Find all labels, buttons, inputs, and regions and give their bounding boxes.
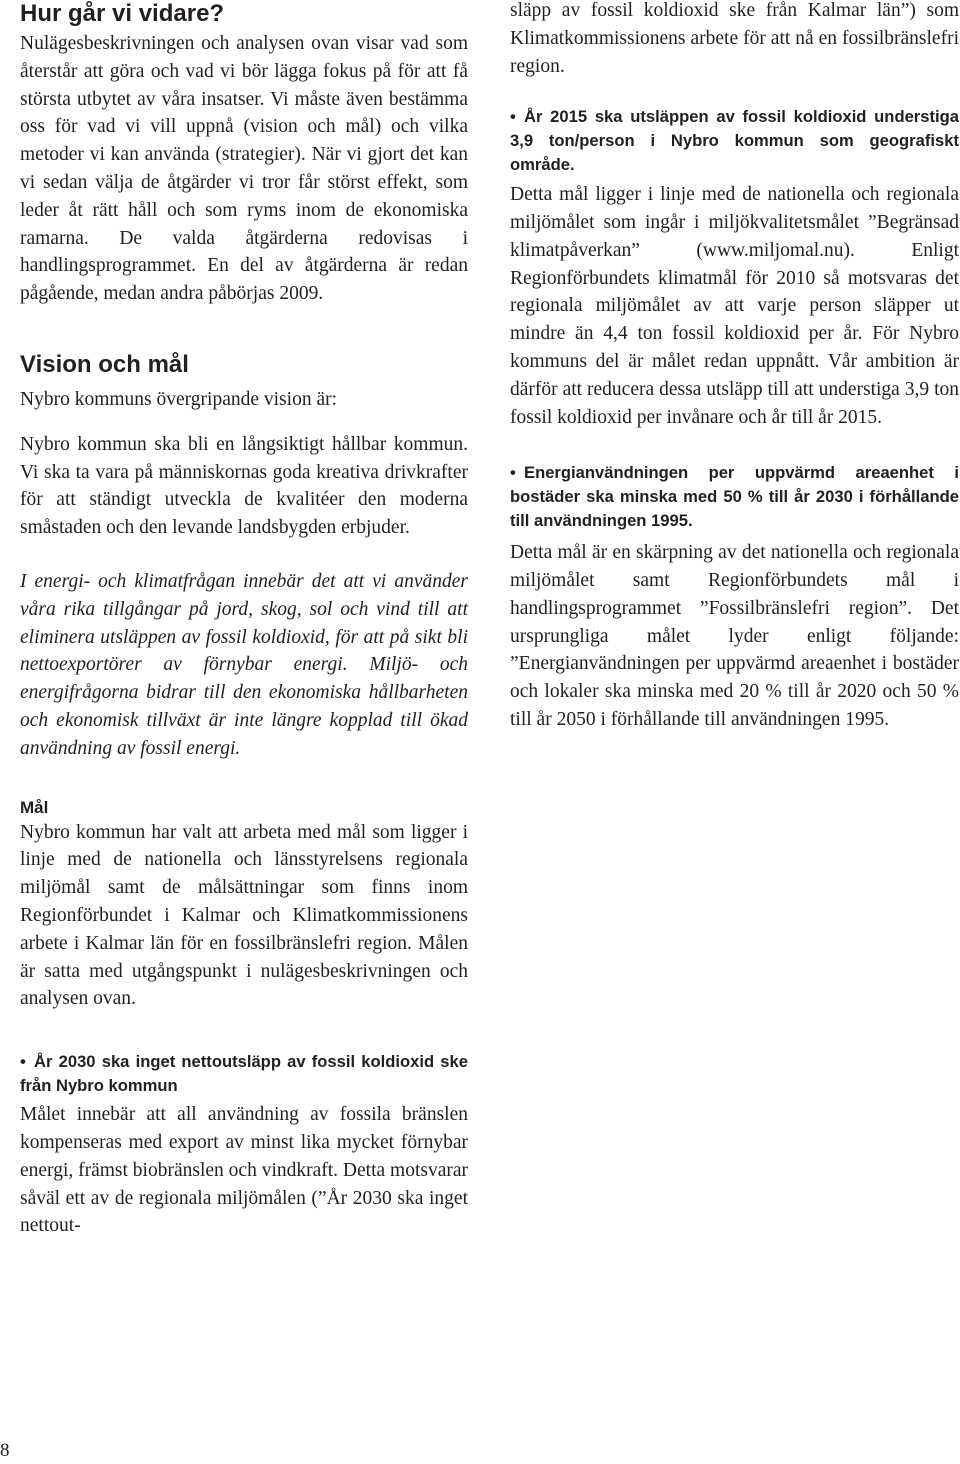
paragraph-mal: Nybro kommun har valt att arbeta med mål som ligger i linje med de nationella och länsstyrelsens regionala miljömål samt de målsättningar som finns inom Regionförbundet i Kalmar och Klimatkommissionens arbete i Kalmar län för en fossilbränslefri region. Målen är satta med utgångspunkt i nulägesbeskrivningen och analysen ovan. <box>20 821 468 1010</box>
goal-2015-text: År 2015 ska utsläppen av fossil koldioxid understiga 3,9 ton/person i Nybro kommun som geografiskt område. <box>510 107 959 174</box>
paragraph-intro: Nulägesbeskrivningen och analysen ovan visar vad som återstår att göra och vad vi bör lägga fokus på för att få största utbytet av våra insatser. Vi måste även bestämma oss för vad vi vill uppnå (vision och mål) och vilka metoder vi kan använda (strategier). När vi gjort det kan vi sedan välja de åtgärder vi tror får störst effekt, som leder åt rätt håll och som ryms inom de ekonomiska ramarna. De valda åtgärderna redovisas i handlingsprogrammet. En del av åtgärderna är redan pågående, medan andra påbörjas 2009. <box>20 33 468 305</box>
right-column <box>510 0 959 734</box>
paragraph-continued: släpp av fossil koldioxid ske från Kalmar län”) som Klimatkommissionens arbete för att nå en fossilbränslefri region. <box>510 0 959 77</box>
heading-mal: Mål <box>20 797 49 817</box>
bullet-icon: • <box>510 463 516 483</box>
heading-hur-gar-vi-vidare: Hur går vi vidare? <box>20 0 225 27</box>
paragraph-2030: Målet innebär att all användning av fossila bränslen kompenseras med export av minst lika mycket förnybar energi, främst biobränslen och vindkraft. Detta motsvarar såväl ett av de regionala miljömålen (”År 2030 ska inget nettout- <box>20 1104 468 1237</box>
paragraph-energi: Detta mål är en skärpning av det nationella och regionala miljömålet samt Regionförbundets mål i handlingsprogrammet ”Fossilbränslefri region”. Det ursprungliga målet lyder enligt följande: ”Energianvändningen per uppvärmd areaenhet i bostäder och lokaler ska minska med 20 % till år 2020 och 50 % till år 2050 i förhållande till användningen 1995. <box>510 542 959 730</box>
bullet-icon: • <box>510 107 516 127</box>
heading-vision-och-mal: Vision och mål <box>20 350 189 378</box>
paragraph-vision-intro: Nybro kommuns övergripande vision är: <box>20 388 338 410</box>
paragraph-2015: Detta mål ligger i linje med de nationella och regionala miljömålet som ingår i miljökvalitetsmålet ”Begränsad klimatpåverkan” (www.miljomal.nu). Enligt Regionförbundets klimatmål för 2010 så motsvaras det regionala miljömålet av att varje person släpper ut mindre än 4,4 ton fossil koldioxid per år. För Nybro kommuns del är målet redan uppnått. Vår ambition är därför att reducera dessa utsläpp till att understiga 3,9 ton fossil koldioxid per invånare och år till år 2015. <box>510 184 959 428</box>
paragraph-vision-italic: I energi- och klimatfrågan innebär det att vi använder våra rika tillgångar på jord, skog, sol och vind till att eliminera utsläppen av fossil koldioxid, för att på sikt bli nettoexportörer av förnybar energi. Miljö- och energifrågorna bidrar till den ekonomiska hållbarheten och ekonomisk tillväxt är inte längre kopplad till ökad användning av fossil energi. <box>20 570 468 759</box>
page-number: 8 <box>0 1440 10 1461</box>
goal-energi-bullet <box>510 461 959 532</box>
goal-2030-text: År 2030 ska inget nettoutsläpp av fossil koldioxid ske från Nybro kommun <box>20 1052 468 1095</box>
goal-2030-bullet <box>20 1050 468 1097</box>
goal-2015-bullet <box>510 105 959 176</box>
bullet-icon: • <box>20 1052 26 1072</box>
paragraph-vision: Nybro kommun ska bli en långsiktigt hållbar kommun. Vi ska ta vara på människornas goda kreativa drivkrafter för att ständigt utveckla de kvalitéer den moderna småstaden och den levande landsbygden erbjuder. <box>20 433 468 539</box>
goal-energi-text: Energianvändningen per uppvärmd areaenhet i bostäder ska minska med 50 % till år 2030 i förhållande till användningen 1995. <box>510 463 959 530</box>
left-column <box>20 0 468 1240</box>
